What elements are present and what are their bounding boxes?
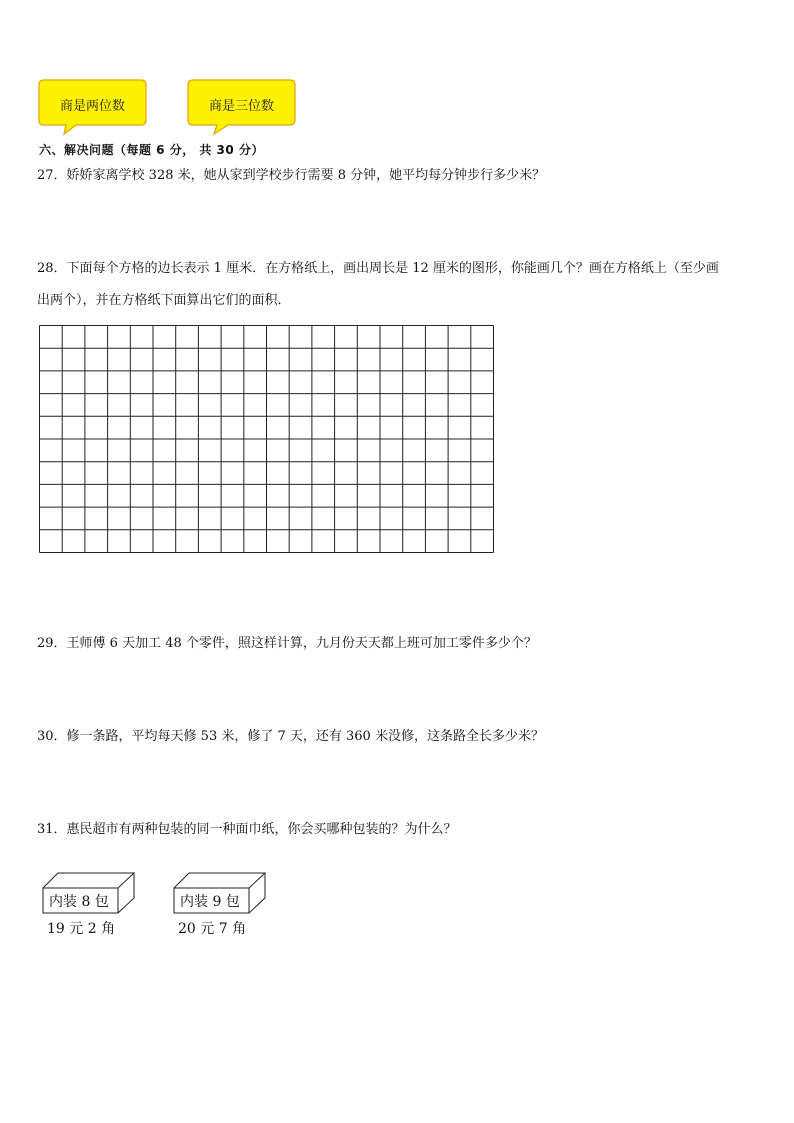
question-28-line-1: 28．下面每个方格的边长表示 1 厘米．在方格纸上，画出周长是 12 厘米的图形，你能画几个？画在方格纸上（至少画 (37, 261, 719, 276)
package-2-price: 20 元 7 角 (178, 921, 247, 937)
callout-bubbles (0, 0, 794, 140)
question-27: 27．娇娇家离学校 328 米，她从家到学校步行需要 8 分钟，她平均每分钟步行多少米？ (37, 168, 546, 183)
question-28-line-2: 出两个），并在方格纸下面算出它们的面积． (37, 293, 291, 308)
question-29: 29．王师傅 6 天加工 48 个零件，照这样计算，九月份天天都上班可加工零件多少个？ (37, 636, 537, 651)
package-1-label: 内装 8 包 (49, 894, 109, 910)
square-grid-paper (39, 325, 495, 555)
section-title: 六、解决问题（每题 6 分， 共 30 分） (39, 143, 264, 157)
callout-two-digit-label: 商是两位数 (59, 99, 125, 114)
question-31: 31．惠民超市有两种包装的同一种面巾纸，你会买哪种包装的？为什么？ (37, 822, 457, 837)
callout-three-digit-label: 商是三位数 (208, 99, 274, 114)
package-2-label: 内装 9 包 (180, 894, 240, 910)
package-1-price: 19 元 2 角 (47, 921, 116, 937)
question-30: 30．修一条路，平均每天修 53 米，修了 7 天，还有 360 米没修，这条路全长多少米？ (37, 729, 544, 744)
